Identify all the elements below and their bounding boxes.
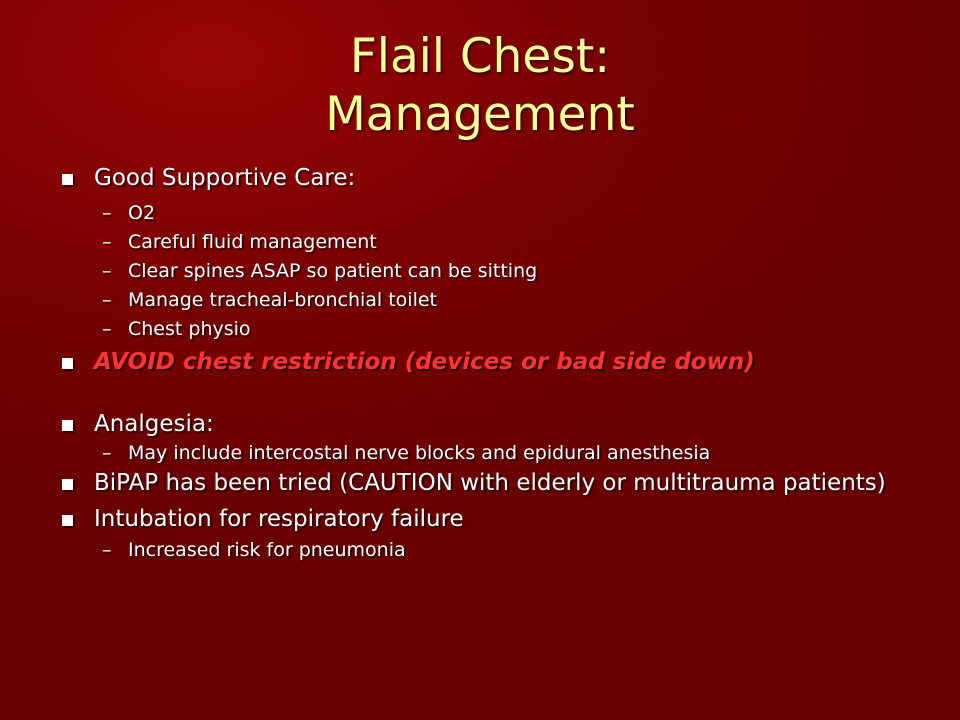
sub-bullet-toilet xyxy=(60,286,920,315)
square-bullet-icon xyxy=(62,515,73,526)
sub-bullet-spines xyxy=(60,257,920,286)
bullet-analgesia xyxy=(60,412,920,437)
bullet-bipap xyxy=(60,471,920,496)
sub-bullet-pneumonia xyxy=(60,536,920,565)
bullet-supportive-care xyxy=(60,166,920,191)
sub-bullet-text: Careful fluid management xyxy=(128,231,377,253)
sub-bullet-text: Clear spines ASAP so patient can be sitting xyxy=(128,260,538,282)
dash-marker: – xyxy=(102,260,112,282)
title-line-2: Management xyxy=(325,87,635,142)
bullet-text: Analgesia: xyxy=(94,411,214,437)
bullet-avoid-restriction xyxy=(60,350,920,375)
sub-bullet-fluid xyxy=(60,228,920,257)
title-line-1: Flail Chest: xyxy=(349,29,611,84)
sub-bullet-nerve-blocks xyxy=(60,439,920,468)
square-bullet-icon xyxy=(62,479,73,490)
bullet-intubation xyxy=(60,507,920,532)
sub-bullet-physio xyxy=(60,315,920,344)
dash-marker: – xyxy=(102,289,112,311)
sub-bullet-o2 xyxy=(60,199,920,228)
dash-marker: – xyxy=(102,318,112,340)
square-bullet-icon xyxy=(62,358,73,369)
sub-bullet-text: May include intercostal nerve blocks and epidural anesthesia xyxy=(128,442,711,464)
bullet-text: BiPAP has been tried (CAUTION with elderly or multitrauma patients) xyxy=(94,470,886,496)
bullet-text: AVOID chest restriction (devices or bad side down) xyxy=(94,349,755,375)
sub-bullet-text: Manage tracheal-bronchial toilet xyxy=(128,289,437,311)
dash-marker: – xyxy=(102,231,112,253)
dash-marker: – xyxy=(102,539,112,561)
bullet-text: Good Supportive Care: xyxy=(94,165,356,191)
sub-bullet-text: O2 xyxy=(128,202,156,224)
sub-bullet-text: Increased risk for pneumonia xyxy=(128,539,406,561)
dash-marker: – xyxy=(102,442,112,464)
square-bullet-icon xyxy=(62,420,73,431)
bullet-list xyxy=(60,166,920,565)
dash-marker: – xyxy=(102,202,112,224)
sub-bullet-text: Chest physio xyxy=(128,318,251,340)
bullet-text: Intubation for respiratory failure xyxy=(94,506,464,532)
slide-title xyxy=(0,28,960,144)
square-bullet-icon xyxy=(62,174,73,185)
